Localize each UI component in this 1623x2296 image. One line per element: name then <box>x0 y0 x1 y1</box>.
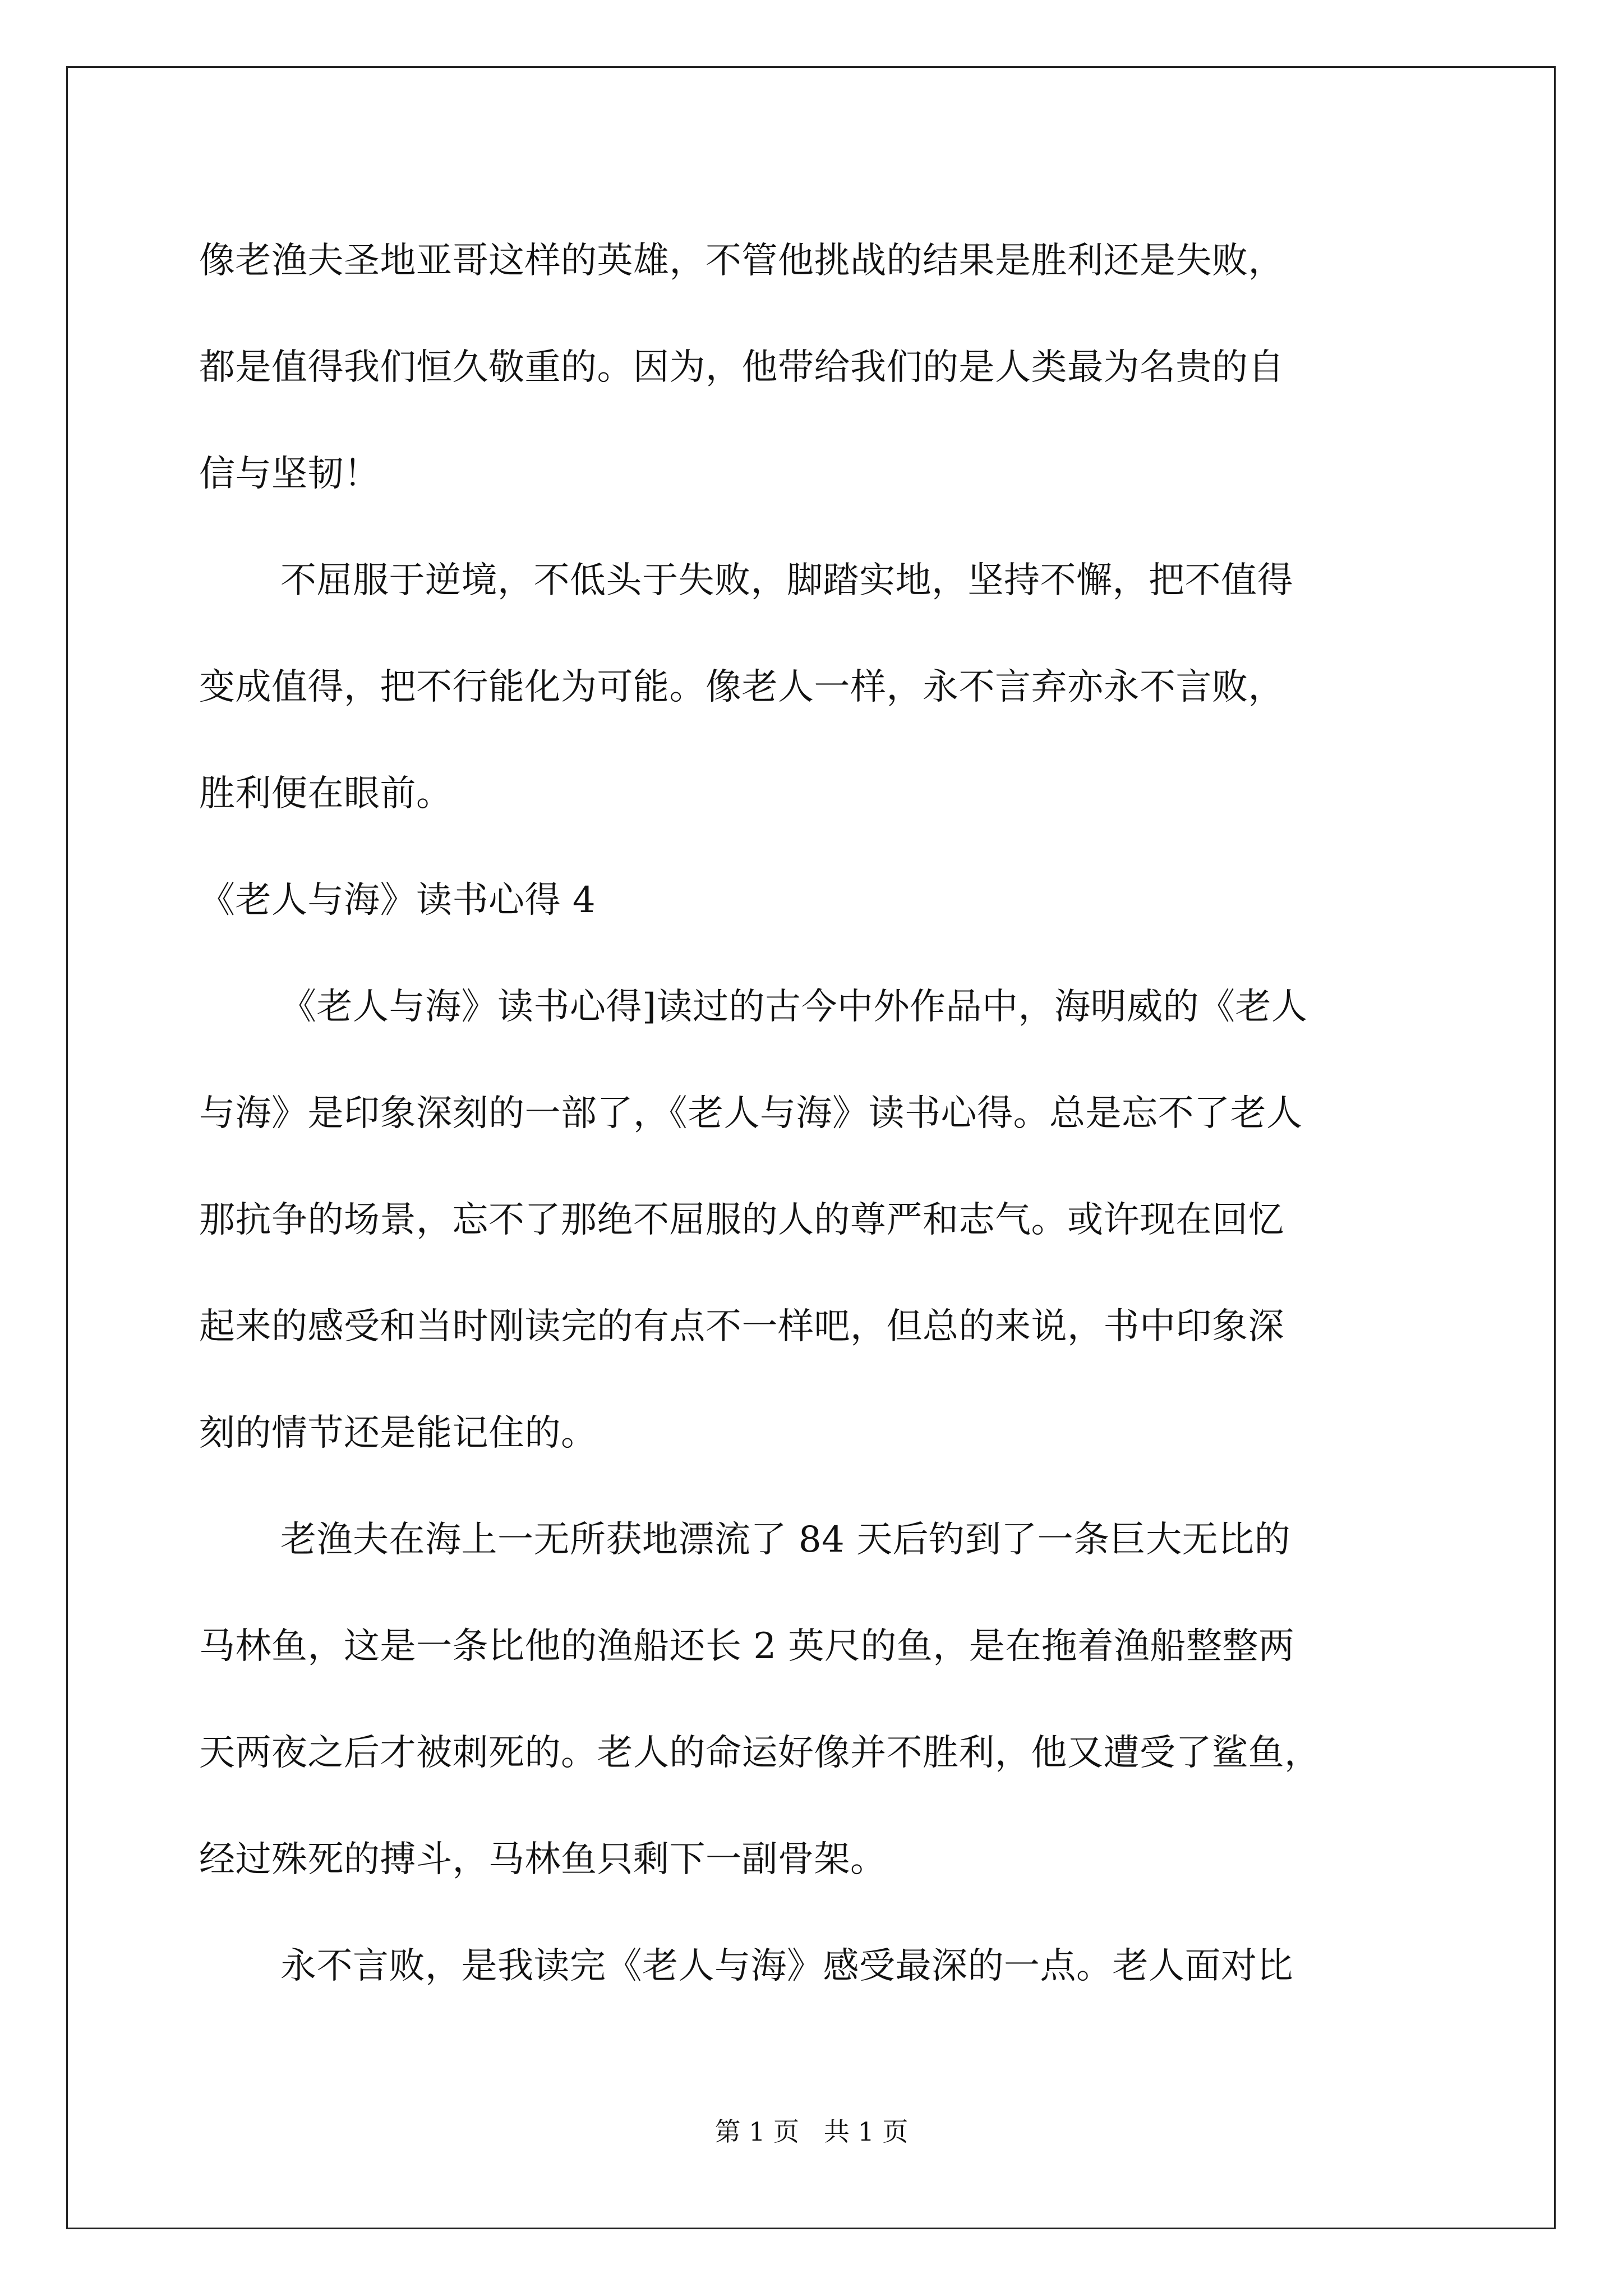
text-line: 那抗争的场景，忘不了那绝不屈服的人的尊严和志气。或许现在回忆 <box>199 1199 1284 1241</box>
section-heading: 《老人与海》读书心得 4 <box>199 880 596 921</box>
text-line: 经过殊死的搏斗，马林鱼只剩下一副骨架。 <box>199 1839 887 1880</box>
text-line: 刻的情节还是能记住的。 <box>199 1412 597 1454</box>
document-body <box>199 208 1450 2019</box>
text-line: 胜利便在眼前。 <box>199 773 453 815</box>
text-line: 天两夜之后才被刺死的。老人的命运好像并不胜利，他又遭受了鲨鱼， <box>199 1732 1321 1774</box>
text-line: 像老渔夫圣地亚哥这样的英雄，不管他挑战的结果是胜利还是失败， <box>199 240 1284 282</box>
text-line: 与海》是印象深刻的一部了，《老人与海》读书心得。总是忘不了老人 <box>199 1093 1303 1134</box>
text-line: 变成值得，把不行能化为可能。像老人一样，永不言弃亦永不言败， <box>199 666 1284 708</box>
text-line: 信与坚韧！ <box>199 453 380 495</box>
text-line: 永不言败，是我读完《老人与海》感受最深的一点。老人面对比 <box>280 1945 1293 1987</box>
text-line: 马林鱼，这是一条比他的渔船还长 2 英尺的鱼，是在拖着渔船整整两 <box>199 1626 1295 1667</box>
text-line: 不屈服于逆境，不低头于失败，脚踏实地，坚持不懈，把不值得 <box>280 560 1293 601</box>
page-footer: 第 1 页 共 1 页 <box>714 2116 909 2147</box>
text-line: 都是值得我们恒久敬重的。因为，他带给我们的是人类最为名贵的自 <box>199 347 1284 388</box>
text-line: 老渔夫在海上一无所获地漂流了 84 天后钓到了一条巨大无比的 <box>280 1519 1291 1561</box>
text-line: 起来的感受和当时刚读完的有点不一样吧，但总的来说，书中印象深 <box>199 1306 1284 1347</box>
text-line: 《老人与海》读书心得]读过的古今中外作品中，海明威的《老人 <box>280 986 1308 1028</box>
